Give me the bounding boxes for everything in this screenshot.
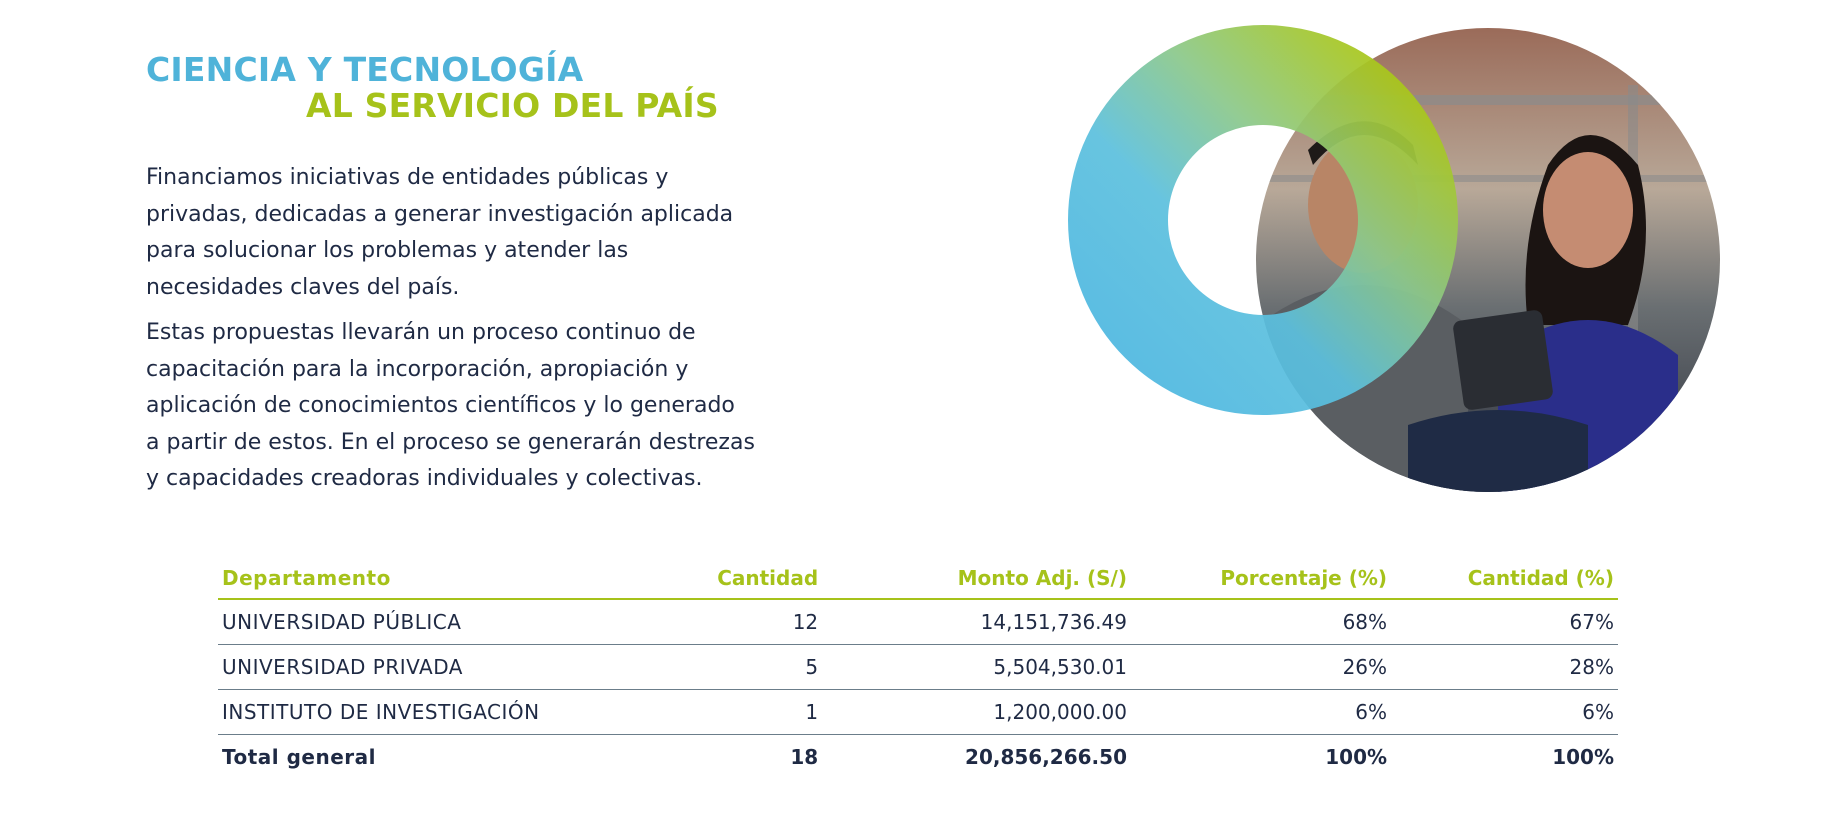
header-cantidad-pct: Cantidad (%) bbox=[1391, 560, 1618, 599]
header-porcentaje: Porcentaje (%) bbox=[1131, 560, 1391, 599]
cell-monto: 5,504,530.01 bbox=[822, 645, 1131, 690]
table-header-row bbox=[218, 560, 1618, 599]
header-departamento: Departamento bbox=[218, 560, 686, 599]
paragraph-1: Financiamos iniciativas de entidades públicas y privadas, dedicadas a generar investigación aplicada para solucionar los problemas y atender las necesidades claves del país. bbox=[146, 165, 734, 300]
cell-cantidad: 1 bbox=[686, 690, 822, 735]
cell-cantidad-pct: 67% bbox=[1391, 599, 1618, 645]
title-line-2: AL SERVICIO DEL PAÍS bbox=[306, 86, 719, 125]
table-row bbox=[218, 599, 1618, 645]
cell-cantidad-pct: 28% bbox=[1391, 645, 1618, 690]
total-porcentaje: 100% bbox=[1325, 745, 1388, 769]
table-row bbox=[218, 690, 1618, 735]
cell-cantidad: 5 bbox=[686, 645, 822, 690]
funding-table bbox=[218, 560, 1618, 779]
cell-departamento: UNIVERSIDAD PÚBLICA bbox=[218, 599, 686, 645]
title-line-1: CIENCIA Y TECNOLOGÍA bbox=[146, 50, 584, 89]
table-row bbox=[218, 645, 1618, 690]
cell-cantidad: 12 bbox=[686, 599, 822, 645]
paragraph-2: Estas propuestas llevarán un proceso continuo de capacitación para la incorporación, apropiación y aplicación de conocimientos científicos y lo generado a partir de estos. En el proceso se generarán destrezas y capacidades creadoras individuales y colectivas. bbox=[146, 320, 755, 491]
header-monto: Monto Adj. (S/) bbox=[822, 560, 1131, 599]
total-cantidad: 18 bbox=[790, 745, 819, 769]
cell-monto: 1,200,000.00 bbox=[822, 690, 1131, 735]
cell-porcentaje: 6% bbox=[1131, 690, 1391, 735]
cell-monto: 14,151,736.49 bbox=[822, 599, 1131, 645]
cell-porcentaje: 26% bbox=[1131, 645, 1391, 690]
total-monto: 20,856,266.50 bbox=[965, 745, 1127, 769]
cell-departamento: UNIVERSIDAD PRIVADA bbox=[218, 645, 686, 690]
cell-departamento: INSTITUTO DE INVESTIGACIÓN bbox=[218, 690, 686, 735]
total-label: Total general bbox=[222, 745, 376, 769]
cell-porcentaje: 68% bbox=[1131, 599, 1391, 645]
table-total-row bbox=[218, 735, 1618, 780]
page-title bbox=[146, 52, 719, 124]
total-cantidad-pct: 100% bbox=[1552, 745, 1614, 769]
hero-graphic bbox=[1028, 25, 1728, 495]
header-cantidad: Cantidad bbox=[686, 560, 822, 599]
cell-cantidad-pct: 6% bbox=[1391, 690, 1618, 735]
intro-text bbox=[146, 160, 846, 507]
